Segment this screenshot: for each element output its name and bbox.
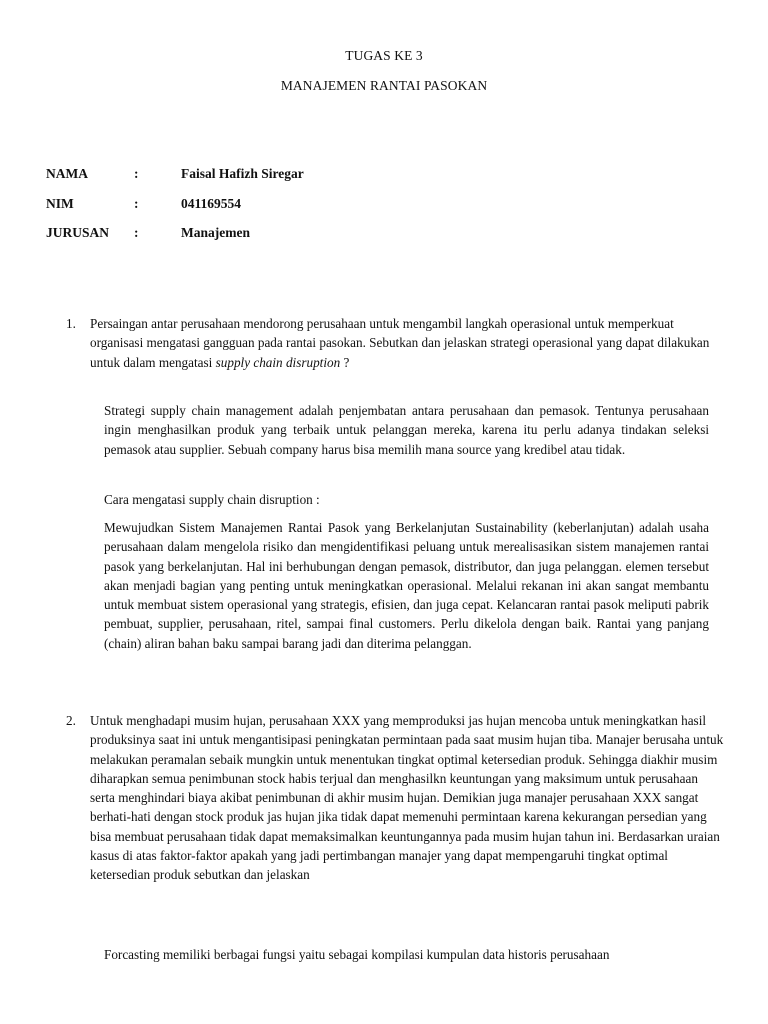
major-row <box>46 225 726 243</box>
name-value: Faisal Hafizh Siregar <box>181 166 304 181</box>
major-separator: : <box>134 225 139 240</box>
major-value: Manajemen <box>181 225 250 240</box>
document-title: TUGAS KE 3 <box>345 48 423 63</box>
question-1 <box>66 314 726 372</box>
question-2-text: Untuk menghadapi musim hujan, perusahaan XXX yang memproduksi jas hujan mencoba untuk meningkatkan hasil produksinya saat ini untuk mengantisipasi peningkatan permintaan pada saat musim hujan tiba. Manajer berusaha untuk melakukan peramalan sebaik mungkin untuk menentukan tingkat optimal ketersedian produk. Sehingga diakhir musim diharapkan semua penimbunan stock habis terjual dan menghasilkn keuntungan yang maksimum untuk perusahaan serta menghindari biaya akibat penimbunan di akhir musim hujan. Demikian juga manajer perusahaan XXX sangat berhati-hati dengan stock produk jas hujan jika tidak dapat memenuhi permintaan karena kekurangan persedian yang bisa membuat perusahaan tidak dapat memaksimalkan keuntungannya pada musim hujan tahun ini. Berdasarkan uraian kasus di atas faktor-faktor apakah yang jadi pertimbangan manajer yang dapat mempengaruhi tingkat optimal ketersedian produk sebutkan dan jelaskan <box>90 713 724 883</box>
answer-2-paragraph-1: Forcasting memiliki berbagai fungsi yaitu sebagai kompilasi kumpulan data historis perusahaan <box>104 947 610 962</box>
question-1-number: 1. <box>66 316 76 331</box>
document-subtitle: MANAJEMEN RANTAI PASOKAN <box>280 78 488 93</box>
answer-1-paragraph-2: Cara mengatasi supply chain disruption : <box>104 492 320 507</box>
question-2 <box>66 711 726 885</box>
name-separator: : <box>134 166 139 181</box>
question-1-end: ? <box>340 354 350 370</box>
nim-value: 041169554 <box>181 196 242 211</box>
nim-separator: : <box>134 196 139 211</box>
question-1-body: Persaingan antar perusahaan mendorong perusahaan untuk mengambil langkah operasional untuk memperkuat organisasi mengatasi gangguan pada rantai pasokan. Sebutkan dan jelaskan strategi operasional yang dapat dilakukan untuk dalam mengatasi <box>90 316 710 370</box>
answer-1-paragraph-3: Mewujudkan Sistem Manajemen Rantai Pasok yang Berkelanjutan Sustainability (keberlanjutan) adalah usaha perusahaan dalam mengelola risiko dan mengidentifikasi peluang untuk merealisasikan sistem manajemen rantai pasok yang berkelanjutan. Hal ini berhubungan dengan pemasok, distributor, dan juga pelanggan. elemen tersebut akan menjadi bagian yang penting untuk meningkatkan operasional. Melalui rekanan ini akan sangat membantu untuk membuat sistem operasional yang strategis, efisien, dan juga cepat. Kelancaran rantai pasok meliputi pabrik pembuat, supplier, perusahaan, ritel, sampai final customers. Perlu dikelola dengan baik. Rantai yang panjang (chain) aliran bahan baku sampai barang jadi dan diterima pelanggan. <box>104 520 709 651</box>
question-1-text <box>90 314 726 372</box>
name-row <box>46 166 726 184</box>
nim-row <box>46 196 726 214</box>
name-label: NAMA <box>46 166 88 181</box>
answer-1-paragraph-1: Strategi supply chain management adalah penjembatan antara perusahaan dan pemasok. Tentunya perusahaan ingin menghasilkan produk yang terbaik untuk pelanggan mereka, karena itu perlu adanya tindakan seleksi pemasok atau supplier. Sebuah company harus bisa memilih mana source yang kredibel atau tidak. <box>104 403 709 457</box>
nim-label: NIM <box>46 196 74 211</box>
major-label: JURUSAN <box>46 225 110 240</box>
question-2-number: 2. <box>66 713 76 728</box>
question-1-italic-term: supply chain disruption <box>215 354 341 370</box>
